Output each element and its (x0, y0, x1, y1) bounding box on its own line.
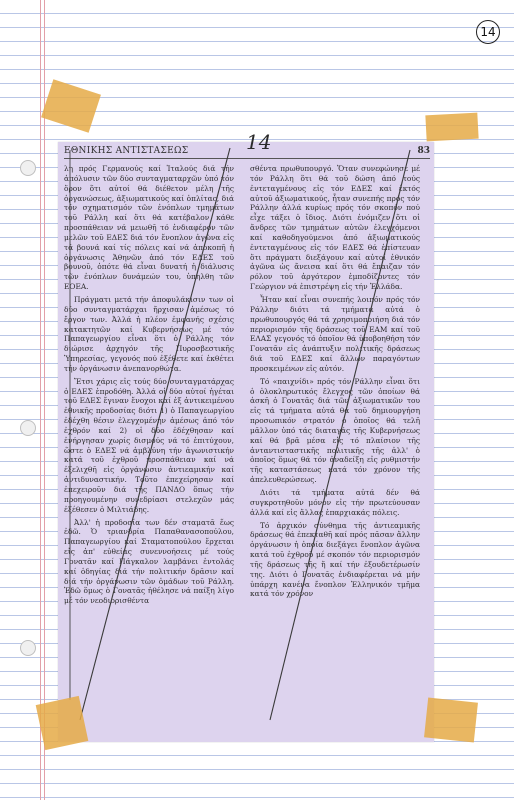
right-paragraph: Τό ἀρχικόν σύνθημα τῆς ἀντιεαμικῆς δράσεως θά ἐπεκταθῆ καί πρός πᾶσαν ἄλλην ὀργάνωσιν ἡ ὁποία διεξάγει ἔνοπλον ἀγῶνα κατά τοῦ ἐχθροῦ μέ σκοπόν τόν περιορισμόν τῆς δράσεως τῆς ἤ καί τήν ἐξουδετέρωσίν της. Διότι ὁ Γονατᾶς ἐνδιαφέρεται νά μήν ὑπάρχη κανένα ἔνοπλον Ἑλληνικόν τμῆμα κατά τόν χρόνον (250, 520, 420, 599)
clipping-header-title: ΕΘΝΙΚΗΣ ΑΝΤΙΣΤΑΣΕΩΣ (64, 146, 189, 156)
right-paragraph: Τό «παιχνίδι» πρός τόν Ράλλην εἶναι ὅτι ὁ ὁλοκληρωτικός ἔλεγχος τῶν ὁποίων θά ἀσκῆ ὁ Γονατᾶς διά τῶν ἀξιωματικῶν του εἰς τά τμήματα αὐτά θά τοῦ δημιουργήση προσωπικόν στρατόν ὁ ὁποῖος θά τελῆ μᾶλλον ὑπό τάς διαταγάς τῆς Κυβερνήσεως καί θά βρᾶ μέσα εἰς τό πλαίσιον τῆς ἀνταντισταστικῆς πολιτικῆς τῆς ἀλλ' ὁ ὁποῖος ὅμως θά τόν ἀναδείξη εἰς ρυθμιστήν τῆς καταστάσεως κατά τόν χρόνον τῆς ἀπελευθερώσεως. (250, 376, 420, 485)
right-paragraph: σθέντα πρωθυπουργό. Ὅταν συνεφώνησε μέ τόν Ράλλη ὅτι θά τοῦ δώση ἀπό τούς ἐντεταγμένους εἰς τόν ΕΔΕΣ καί ἐκτός αὐτοῦ ἀξιωματικούς, ἦταν συνεπής πρός τόν Ράλλην ἀλλά κυρίως πρός τόν σκοπόν πού εἶχε τάξει ὁ ἴδιος. Διότι ἐνόμιζεν ὅτι οἱ ἄνδρες τῶν τμημάτων αὐτῶν ἐλεγχόμενοι καί καθοδηγούμενοι ἀπό ἀξιωματικούς ἐντεταγμένους εἰς τόν ΕΔΕΣ θά ἐπίστευαν ὅτι πράγματι διεξάγουν καί αὐτοί ἐθνικόν ἀγῶνα ὡς ἄνεισα καί ὅτι θά ἔπαιζαν τόν ρόλον τοῦ ἀργότερον ἐμποδίζοντες τόν Γεώργιον νά ἐπιστρέψη εἰς τήν Ἑλλάδα. (250, 164, 420, 292)
right-paragraph: Διότι τά τμήματα αὐτά δέν θά συγκροτηθοῦν μόνον εἰς τήν πρωτεύουσαν ἀλλά καί εἰς ἄλλας ἐπαρχιακάς πόλεις. (250, 488, 420, 517)
left-paragraph: Ἀλλ' ἡ προδοσία των δέν σταματᾶ ἕως ἐδῶ. Ὁ τριανδρία Παπαθανασοπούλου, Παπαγεωργίου καί Σταματοπούλου ἔρχεται εἰς ἀπ' εὐθείας συνεννοήσεις μέ τούς Γονατᾶν καί Πάγκαλον λαμβάνει ἐντολάς καί ὁδηγίας διά τήν πολιτικήν δρᾶσιν καί διά τήν ὀργάνωσιν τῶν ὁμάδων τοῦ Ράλλη. Ἐδῶ ὅμως ὁ Γονατᾶς ἠθέλησε νά παίξη λίγο μέ τόν νεοδιορισθέντα (64, 517, 234, 606)
tape-bottom-left (36, 696, 89, 750)
circled-page-number: 14 (476, 20, 500, 44)
tape-bottom-right (424, 697, 478, 742)
clipping-page-number: 83 (417, 146, 430, 156)
left-paragraph: Ἔτσι χάρις εἰς τούς δύο συνταγματάρχας ὁ ΕΔΕΣ ἐπροδόθη. Ἀλλά οἱ δύο αὐτοί ἠγέται τοῦ ΕΔΕΣ ἔγιναν ἔνοχοι καί ἐξ ἀντικειμένου ἐθνικῆς προδοσίας διότι 1) ὁ Παπαγεωργίου ἐδέχθη θέσιν ἐλεγχομένην ἀμέσως ἀπό τόν ἐχθρόν καί 2) οἱ δύο ἐδέχθησαν καί ἐνήργησαν χωρίς δισμούς νά τό ἐπιτύχουν, ὥστε ὁ ΕΔΕΣ νά ἀμβλύνη τήν ἀγωνιστικήν κατά τοῦ ἐχθροῦ προσπάθειαν καί νά ἐξελιχθῆ εἰς ὀργάνωσιν ἀντιεαμικήν καί ἀντιδυναστικήν. Τοῦτο ἐπεχείρησαν καί ἐπεχειροῦν διά τῆς ΠΑΝΔΟ ὅπως τήν προηγουμένην συνεδρίασι στελεχῶν μάς ἐξέθεσεν ὁ Μιλτιάδης. (64, 376, 234, 514)
right-diagonal-stroke (270, 150, 410, 720)
left-diagonal-stroke (80, 148, 230, 720)
handwritten-number: 14 (246, 130, 272, 154)
tape-top-right (425, 113, 478, 142)
left-paragraph: λη πρός Γερμανούς καί Ἰταλούς διά τήν ἀπόλυσιν τῶν δύο συνταγματαρχῶν ὑπό τόν ὅρον ὅτι αὐτοί θά διέθετον μέλη τῆς ὀργανώσεως, ἀξιωματικούς καί ὁπλίτας, διά τόν σχηματισμόν τῶν ἐνόπλων τμημάτων τοῦ Ράλλη καί ὅτι θά κατέβαλον κάθε προσπάθειαν νά μειωθῆ τό ἐνδιαφέρον τῶν μελῶν τοῦ ΕΔΕΣ διά τόν ἔνοπλον ἀγῶνα εἰς τά βουνά καί τίς πόλεις καί νά ἀποκοπῆ ἡ ὀργάνωσις Ἀθηνῶν ἀπό τόν ΕΔΕΣ τοῦ βουνοῦ, ὁπότε θά εἶναι δυνατή ἡ διάλυσις τῶν ἐνόπλων δυνάμεών του, ὑπηλθη τῶν ΕΟΕΑ. (64, 164, 234, 292)
left-paragraph: Πράγματι μετά τήν ἀποφυλάκισιν των οἱ δύο συνταγματάρχαι ἤρχισαν ἀμέσως τό ἔργον των. Ἀλλά ἡ πλέον ἐμφανής σχέσις κατακτητῶν καί Κυβερνήσεως μέ τόν Παπαγεωργίου εἶναι ὅτι ὁ Ράλλης τόν διώρισε ἀρχηγόν τῆς Πυροσβεστικῆς Ὑπηρεσίας, γεγονός πού ἐξέθετε καί ἐκθέτει τήν ὀργάνωσιν ἀνεπανορθώτα. (64, 294, 234, 373)
right-paragraph: Ἦταν καί εἶναι συνεπής λοιπόν πρός τόν Ράλλην διότι τά τμήματα αὐτά ὁ πρωθυπουργός θά τά χρησιμοποιήση διά τόν περιορισμόν τῆς δράσεως τοῦ ΕΑΜ καί τοῦ ΕΛΑΣ γεγονός τό ὁποῖον θά ὑποβοηθήση τόν Γονατᾶν εἰς ἀνάπτυξιν πολιτικῆς δράσεως διά τοῦ ΕΔΕΣ καί ἄλλων παραγόντων προσκειμένων εἰς αὐτόν. (250, 294, 420, 373)
